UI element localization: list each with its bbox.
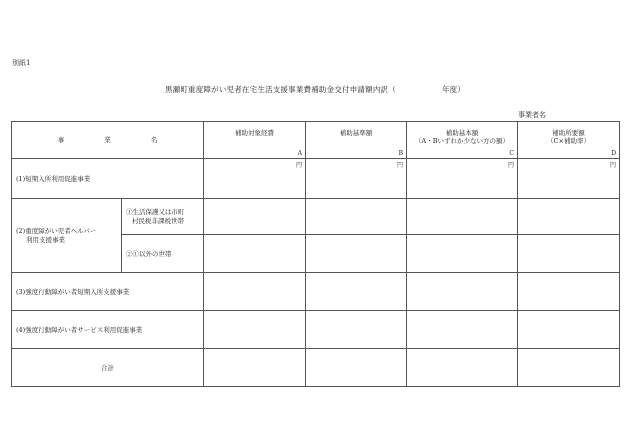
header-col-c-line1: 補助基本額 [445,129,479,137]
cell-d-1[interactable] [518,159,620,199]
cell-c-1[interactable] [407,159,518,199]
cell-a-2a[interactable] [204,199,306,235]
header-name-char: 名 [150,136,158,144]
row-label-2-line2: 利用支援事業 [26,235,65,244]
table-row [12,159,620,199]
cell-d-2a[interactable] [518,199,620,235]
header-project-name [12,122,204,159]
cell-b-2a[interactable] [306,199,407,235]
table-row [12,199,620,235]
header-col-d [518,122,620,159]
unit-label: 円 [396,162,403,169]
header-name-char: 事 [57,136,65,144]
title-main: 黒瀬町重度障がい児者在宅生活支援事業費補助金交付申請額内訳（ [164,85,396,94]
header-col-a [204,122,306,159]
cell-b-2b[interactable] [306,235,407,273]
cell-c-2b[interactable] [407,235,518,273]
cell-c-total[interactable] [407,349,518,387]
unit-label: 円 [507,162,514,169]
table-row [12,311,620,349]
row-label-2-line1: (2)重度障がい児者ヘルパー [16,226,97,235]
title-suffix: 年度） [441,85,466,94]
subsidy-breakdown-table [11,121,620,387]
header-col-c [407,122,518,159]
table-row [12,273,620,311]
header-col-c-line2: （A・Bいずれか少ない方の額） [415,137,509,145]
cell-d-4[interactable] [518,311,620,349]
cell-b-4[interactable] [306,311,407,349]
header-letter-d: D [611,150,616,157]
cell-c-2a[interactable] [407,199,518,235]
row-label-2a-line2: 村民税非課税世帯 [132,216,184,225]
unit-label: 円 [609,162,616,169]
attachment-label: 別紙1 [12,59,31,67]
cell-a-total[interactable] [204,349,306,387]
header-col-d-line1: 補助所要額 [552,129,585,137]
total-row [12,349,620,387]
row-label-4: (4)強度行動障がい者サービス利用促進事業 [12,311,204,349]
row-label-2b: ②①以外の世帯 [122,235,204,273]
row-label-2a-line1: ①生活保護又は市町 [126,207,185,216]
row-label-2a [122,199,204,235]
row-label-3: (3)強度行動障がい者短期入所支援事業 [12,273,204,311]
header-letter-c: C [509,150,514,157]
cell-a-4[interactable] [204,311,306,349]
header-letter-a: A [297,150,302,157]
cell-a-3[interactable] [204,273,306,311]
organization-name-label: 事業者名 [518,111,546,119]
row-label-2 [12,199,122,273]
header-col-a-text: 補助対象経費 [235,129,274,137]
cell-b-1[interactable] [306,159,407,199]
header-name-char: 業 [104,136,111,144]
header-row [12,122,620,159]
cell-d-3[interactable] [518,273,620,311]
unit-label: 円 [295,162,302,169]
cell-d-total[interactable] [518,349,620,387]
document-title [0,84,630,95]
row-label-1: (1)短期入所利用促進事業 [12,159,204,199]
header-col-b-text: 補助基準額 [339,129,373,137]
cell-c-3[interactable] [407,273,518,311]
cell-a-2b[interactable] [204,235,306,273]
cell-b-total[interactable] [306,349,407,387]
cell-c-4[interactable] [407,311,518,349]
cell-b-3[interactable] [306,273,407,311]
cell-d-2b[interactable] [518,235,620,273]
cell-a-1[interactable] [204,159,306,199]
header-col-b [306,122,407,159]
header-col-d-line2: （C×補助率） [547,137,590,145]
header-letter-b: B [398,150,403,157]
total-label: 合計 [12,349,204,387]
